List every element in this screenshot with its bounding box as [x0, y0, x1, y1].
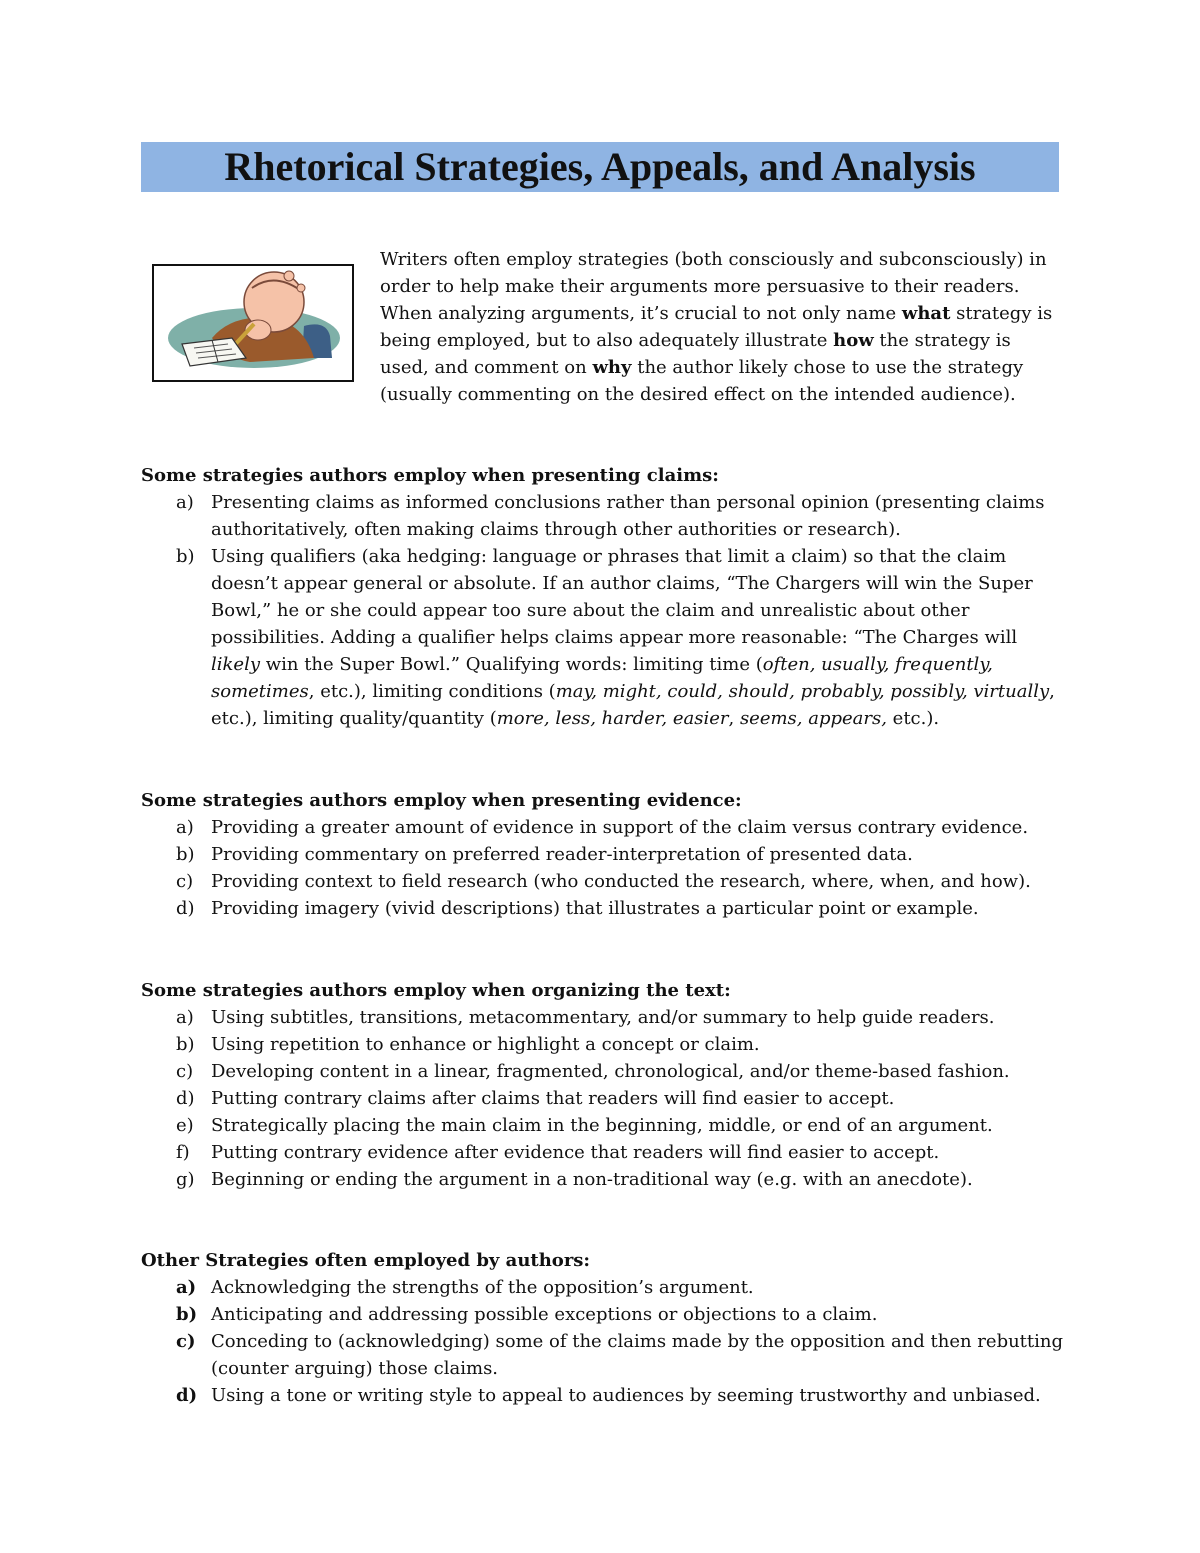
list-marker: a): [176, 1007, 194, 1028]
list-item-text: Putting contrary evidence after evidence that readers will find easier to accept.: [211, 1142, 940, 1163]
list-item: [141, 1058, 1071, 1085]
list-item-text: Conceding to (acknowledging) some of the claims made by the opposition and then rebutting (counter arguing) those claims.: [211, 1331, 1064, 1379]
organizing-section: [141, 977, 1071, 1193]
list-item-text: Using subtitles, transitions, metacommentary, and/or summary to help guide readers.: [211, 1007, 995, 1028]
organizing-list: [141, 1004, 1071, 1193]
list-marker: b): [176, 844, 195, 865]
list-marker: d): [176, 1088, 195, 1109]
list-marker: b): [176, 1034, 195, 1055]
list-marker: a): [176, 492, 194, 513]
section-heading-claims: Some strategies authors employ when presenting claims:: [141, 465, 719, 486]
list-item-text: Providing commentary on preferred reader-interpretation of presented data.: [211, 844, 913, 865]
student-writing-illustration: [152, 264, 354, 382]
list-item-text: Providing context to field research (who conducted the research, where, when, and how).: [211, 871, 1031, 892]
page-title: Rhetorical Strategies, Appeals, and Analysis: [141, 142, 1059, 192]
list-item: [141, 1382, 1071, 1409]
list-marker: f): [176, 1142, 190, 1163]
list-item: [141, 1004, 1071, 1031]
list-item-text: Beginning or ending the argument in a non-traditional way (e.g. with an anecdote).: [211, 1169, 973, 1190]
other-list: [141, 1274, 1071, 1409]
list-item: [141, 1085, 1071, 1112]
other-section: [141, 1247, 1071, 1409]
section-heading-organizing: Some strategies authors employ when organizing the text:: [141, 980, 731, 1001]
section-heading-evidence: Some strategies authors employ when presenting evidence:: [141, 790, 742, 811]
list-marker: a): [176, 817, 194, 838]
claims-list: [141, 489, 1071, 732]
list-marker: a): [176, 1277, 197, 1298]
list-item-text: Presenting claims as informed conclusions rather than personal opinion (presenting claims authoritatively, often making claims through other authorities or research).: [211, 492, 1045, 540]
list-item: [141, 1166, 1071, 1193]
list-item: [141, 895, 1071, 922]
list-marker: b): [176, 546, 195, 567]
list-item-text: Developing content in a linear, fragmented, chronological, and/or theme-based fashion.: [211, 1061, 1010, 1082]
list-item-text: Putting contrary claims after claims that readers will find easier to accept.: [211, 1088, 895, 1109]
list-marker: g): [176, 1169, 195, 1190]
evidence-list: [141, 814, 1071, 922]
list-item-text: Providing a greater amount of evidence in support of the claim versus contrary evidence.: [211, 817, 1029, 838]
list-marker: c): [176, 871, 194, 892]
list-marker: b): [176, 1304, 198, 1325]
list-item: [141, 1274, 1071, 1301]
claims-section: [141, 462, 1071, 732]
list-item-text: Providing imagery (vivid descriptions) that illustrates a particular point or example.: [211, 898, 979, 919]
list-marker: e): [176, 1115, 194, 1136]
list-item: [141, 1301, 1071, 1328]
list-item: [141, 1112, 1071, 1139]
evidence-section: [141, 787, 1071, 922]
list-marker: d): [176, 1385, 198, 1406]
list-item-text: Acknowledging the strengths of the opposition’s argument.: [211, 1277, 754, 1298]
list-item: [141, 814, 1071, 841]
list-item: [141, 543, 1071, 732]
intro-paragraph: Writers often employ strategies (both consciously and subconsciously) in order to help make their arguments more persuasive to their readers. When analyzing arguments, it’s crucial to not only name what strategy is being employed, but to also adequately illustrate how the strategy is used, and comment on why the author likely chose to use the strategy (usually commenting on the desired effect on the intended audience).: [380, 249, 1053, 405]
list-item: [141, 841, 1071, 868]
section-heading-other: Other Strategies often employed by authors:: [141, 1250, 591, 1271]
list-item-text: Using a tone or writing style to appeal to audiences by seeming trustworthy and unbiased.: [211, 1385, 1041, 1406]
student-writing-icon: [154, 266, 352, 380]
list-marker: c): [176, 1331, 196, 1352]
list-item: [141, 868, 1071, 895]
list-marker: c): [176, 1061, 194, 1082]
list-item: [141, 1328, 1071, 1382]
list-item: [141, 1139, 1071, 1166]
list-item-text: Using repetition to enhance or highlight a concept or claim.: [211, 1034, 760, 1055]
list-item-text: Strategically placing the main claim in the beginning, middle, or end of an argument.: [211, 1115, 993, 1136]
list-item-text: Using qualifiers (aka hedging: language or phrases that limit a claim) so that the claim doesn’t appear general or absolute. If an author claims, “The Chargers will win the Super Bowl,” he or she could appear too sure about the claim and unrealistic about other possibilities. Adding a qualifier helps claims appear more reasonable: “The Charges will likely win the Super Bowl.” Qualifying words: limiting time (often, usually, frequently, sometimes, etc.), limiting conditions (may, might, could, should, probably, possibly, virtually, etc.), limiting quality/quantity (more, less, harder, easier, seems, appears, etc.).: [211, 546, 1055, 729]
list-marker: d): [176, 898, 195, 919]
list-item: [141, 1031, 1071, 1058]
list-item-text: Anticipating and addressing possible exceptions or objections to a claim.: [211, 1304, 878, 1325]
list-item: [141, 489, 1071, 543]
